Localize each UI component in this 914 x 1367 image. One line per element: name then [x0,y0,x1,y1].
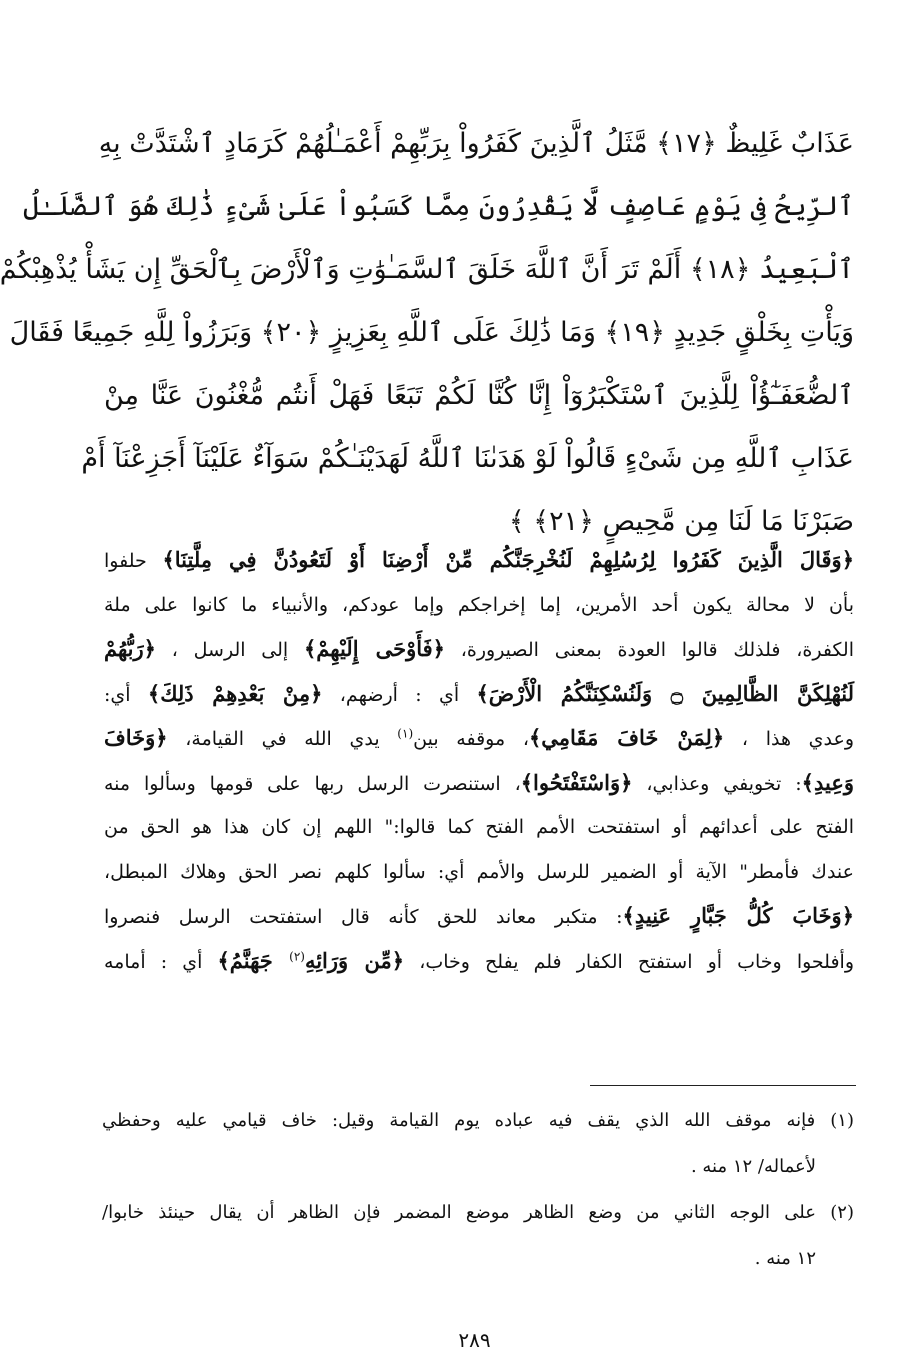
quoted-verse: ﴿وَاسْتَفْتَحُوا﴾ [520,769,633,795]
commentary-text: : تخويفي وعذابي، [632,772,802,795]
quoted-verse: لَنُهْلِكَنَّ الظَّالِمِينَ ۝ وَلَنُسْكِنَنَّكُمُ الْأَرْضَ﴾ [476,680,854,706]
quran-line-5: ٱلضُّعَفَـٰٓؤُاْ لِلَّذِينَ ٱسْتَكْبَرُوٓاْ إِنَّا كُنَّا لَكُمْ تَبَعًا فَهَلْ أَنتُم مُّغْنُونَ عَنَّا مِنْ [104,380,854,411]
footnotes [102,1098,854,1282]
commentary-text: ، استنصرت الرسل ربها على قومها وسألوا منه [104,772,521,795]
commentary-text: الكفرة، فلذلك قالوا العودة بمعنى الصيرورة، [444,639,854,661]
commentary-text: حلفوا [104,550,163,572]
footnote-separator [590,1085,856,1086]
quoted-verse: ﴿فَأَوْحَى إِلَيْهِمْ﴾ [304,636,445,661]
quoted-verse: ﴿وَخَابَ كُلُّ جَبَّارٍ عَنِيدٍ﴾ [622,903,854,928]
quran-verses [0,112,854,553]
commentary-line-8 [104,850,854,895]
quoted-verse: وَعِيدِ﴾ [801,769,854,795]
quoted-verse: ﴿وَقَالَ الَّذِينَ كَفَرُوا لِرُسُلِهِمْ لَنُخْرِجَنَّكُم مِّنْ أَرْضِنَا أَوْ لَتَعُودُنَّ فِي مِلَّتِنَا﴾ [162,547,854,572]
commentary-text: أي: [104,683,148,706]
commentary-text: أي : أمامه [104,950,218,973]
commentary-line-4 [104,672,854,717]
quoted-verse: ﴿مِّن وَرَائِهِ [304,947,405,973]
footnote-2-line-1: (٢) على الوجه الثاني من وضع الظاهر موضع المضمر فإن الظاهر أن يقال حينئذ خابوا/ [102,1202,854,1223]
commentary-text: إلى الرسل ، [155,639,304,661]
commentary-line-5 [104,716,854,761]
commentary-text: عندك فأمطر" الآية أو الضمير للرسل والأمم أي: سألوا كلهم نصر الحق وهلاك المبطل، [104,860,854,883]
footnote-1-line-1: (١) فإنه موقف الله الذي يقف فيه عباده يوم القيامة وقيل: خاف قيامي عليه وحفظي [102,1110,854,1131]
commentary-text: ، موقفه بين [413,728,529,750]
commentary-line-7 [104,805,854,850]
commentary-line-9 [104,894,854,939]
quran-line-2: ٱلرِّيحُ فِى يَوْمٍ عَاصِفٍ لَّا يَقْدِرُونَ مِمَّا كَسَبُواْ عَلَىٰ شَىْءٍ ذَٰلِكَ هُوَ ٱلضَّلَـٰلُ [23,191,854,222]
quran-line-4: وَيَأْتِ بِخَلْقٍ جَدِيدٍ ﴿١٩﴾ وَمَا ذَٰلِكَ عَلَى ٱللَّهِ بِعَزِيزٍ ﴿٢٠﴾ وَبَرَزُواْ لِلَّهِ جَمِيعًا فَقَالَ [9,317,854,348]
commentary-line-2 [104,583,854,628]
page-number: ٢٨٩ [458,1328,491,1352]
footnote-2-line-2: ١٢ منه . [754,1248,816,1269]
quoted-verse: ﴿مِنْ بَعْدِهِمْ ذَلِكَ﴾ [147,680,323,706]
quoted-verse: ﴿لِمَنْ خَافَ مَقَامِي﴾ [528,725,725,750]
quran-line-6: عَذَابِ ٱللَّهِ مِن شَىْءٍ قَالُواْ لَوْ هَدَىٰنَا ٱللَّهُ لَهَدَيْنَـٰكُمْ سَوَآءٌ عَلَيْنَآ أَجَزِعْنَآ أَمْ [81,443,854,474]
commentary-line-6 [104,761,854,806]
quran-line-3: ٱلْبَعِيدُ ﴿١٨﴾ أَلَمْ تَرَ أَنَّ ٱللَّهَ خَلَقَ ٱلسَّمَـٰوَٰتِ وَٱلْأَرْضَ بِٱلْحَقِّ إِن يَشَأْ يُذْهِبْكُمْ [0,254,854,285]
quoted-verse: جَهَنَّمُ﴾ [217,947,290,973]
commentary-line-1 [104,538,854,583]
quoted-verse: ﴿رَبُّهُمْ [104,636,156,661]
commentary-text: وأفلحوا وخاب أو استفتح الكفار فلم يفلح وخاب، [404,950,855,973]
commentary-text: الفتح على أعدائهم أو استفتحت الأمم الفتح كما قالوا:" اللهم إن كان هذا هو الحق من [104,816,854,838]
quran-line-7: صَبَرْنَا مَا لَنَا مِن مَّحِيصٍ ﴿٢١﴾ ﴾ [508,506,854,537]
footnote-1-line-2: لأعماله/ ١٢ منه . [690,1156,816,1177]
quoted-verse: ﴿وَخَافَ [104,725,168,750]
commentary-line-3 [104,627,854,672]
tafsir-commentary [104,538,854,983]
commentary-text: أي : أرضهم، [322,683,477,706]
commentary-line-10 [104,939,854,984]
footnote-marker: (١) [397,726,414,741]
commentary-text: بأن لا محالة يكون أحد الأمرين، إما إخراجكم وإما عودكم، والأنبياء ما كانوا على ملة [104,593,854,616]
commentary-text: يدي الله في القيامة، [167,728,398,750]
commentary-text: وعدي هذا ، [724,728,854,750]
quran-line-1: عَذَابٌ غَلِيظٌ ﴿١٧﴾ مَّثَلُ ٱلَّذِينَ كَفَرُواْ بِرَبِّهِمْ أَعْمَـٰلُهُمْ كَرَمَادٍ ٱشْتَدَّتْ بِهِ [98,128,854,159]
footnote-marker: (٢) [289,949,305,964]
commentary-text: : متكبر معاند للحق كأنه قال استفتحت الرسل فنصروا [104,906,623,928]
